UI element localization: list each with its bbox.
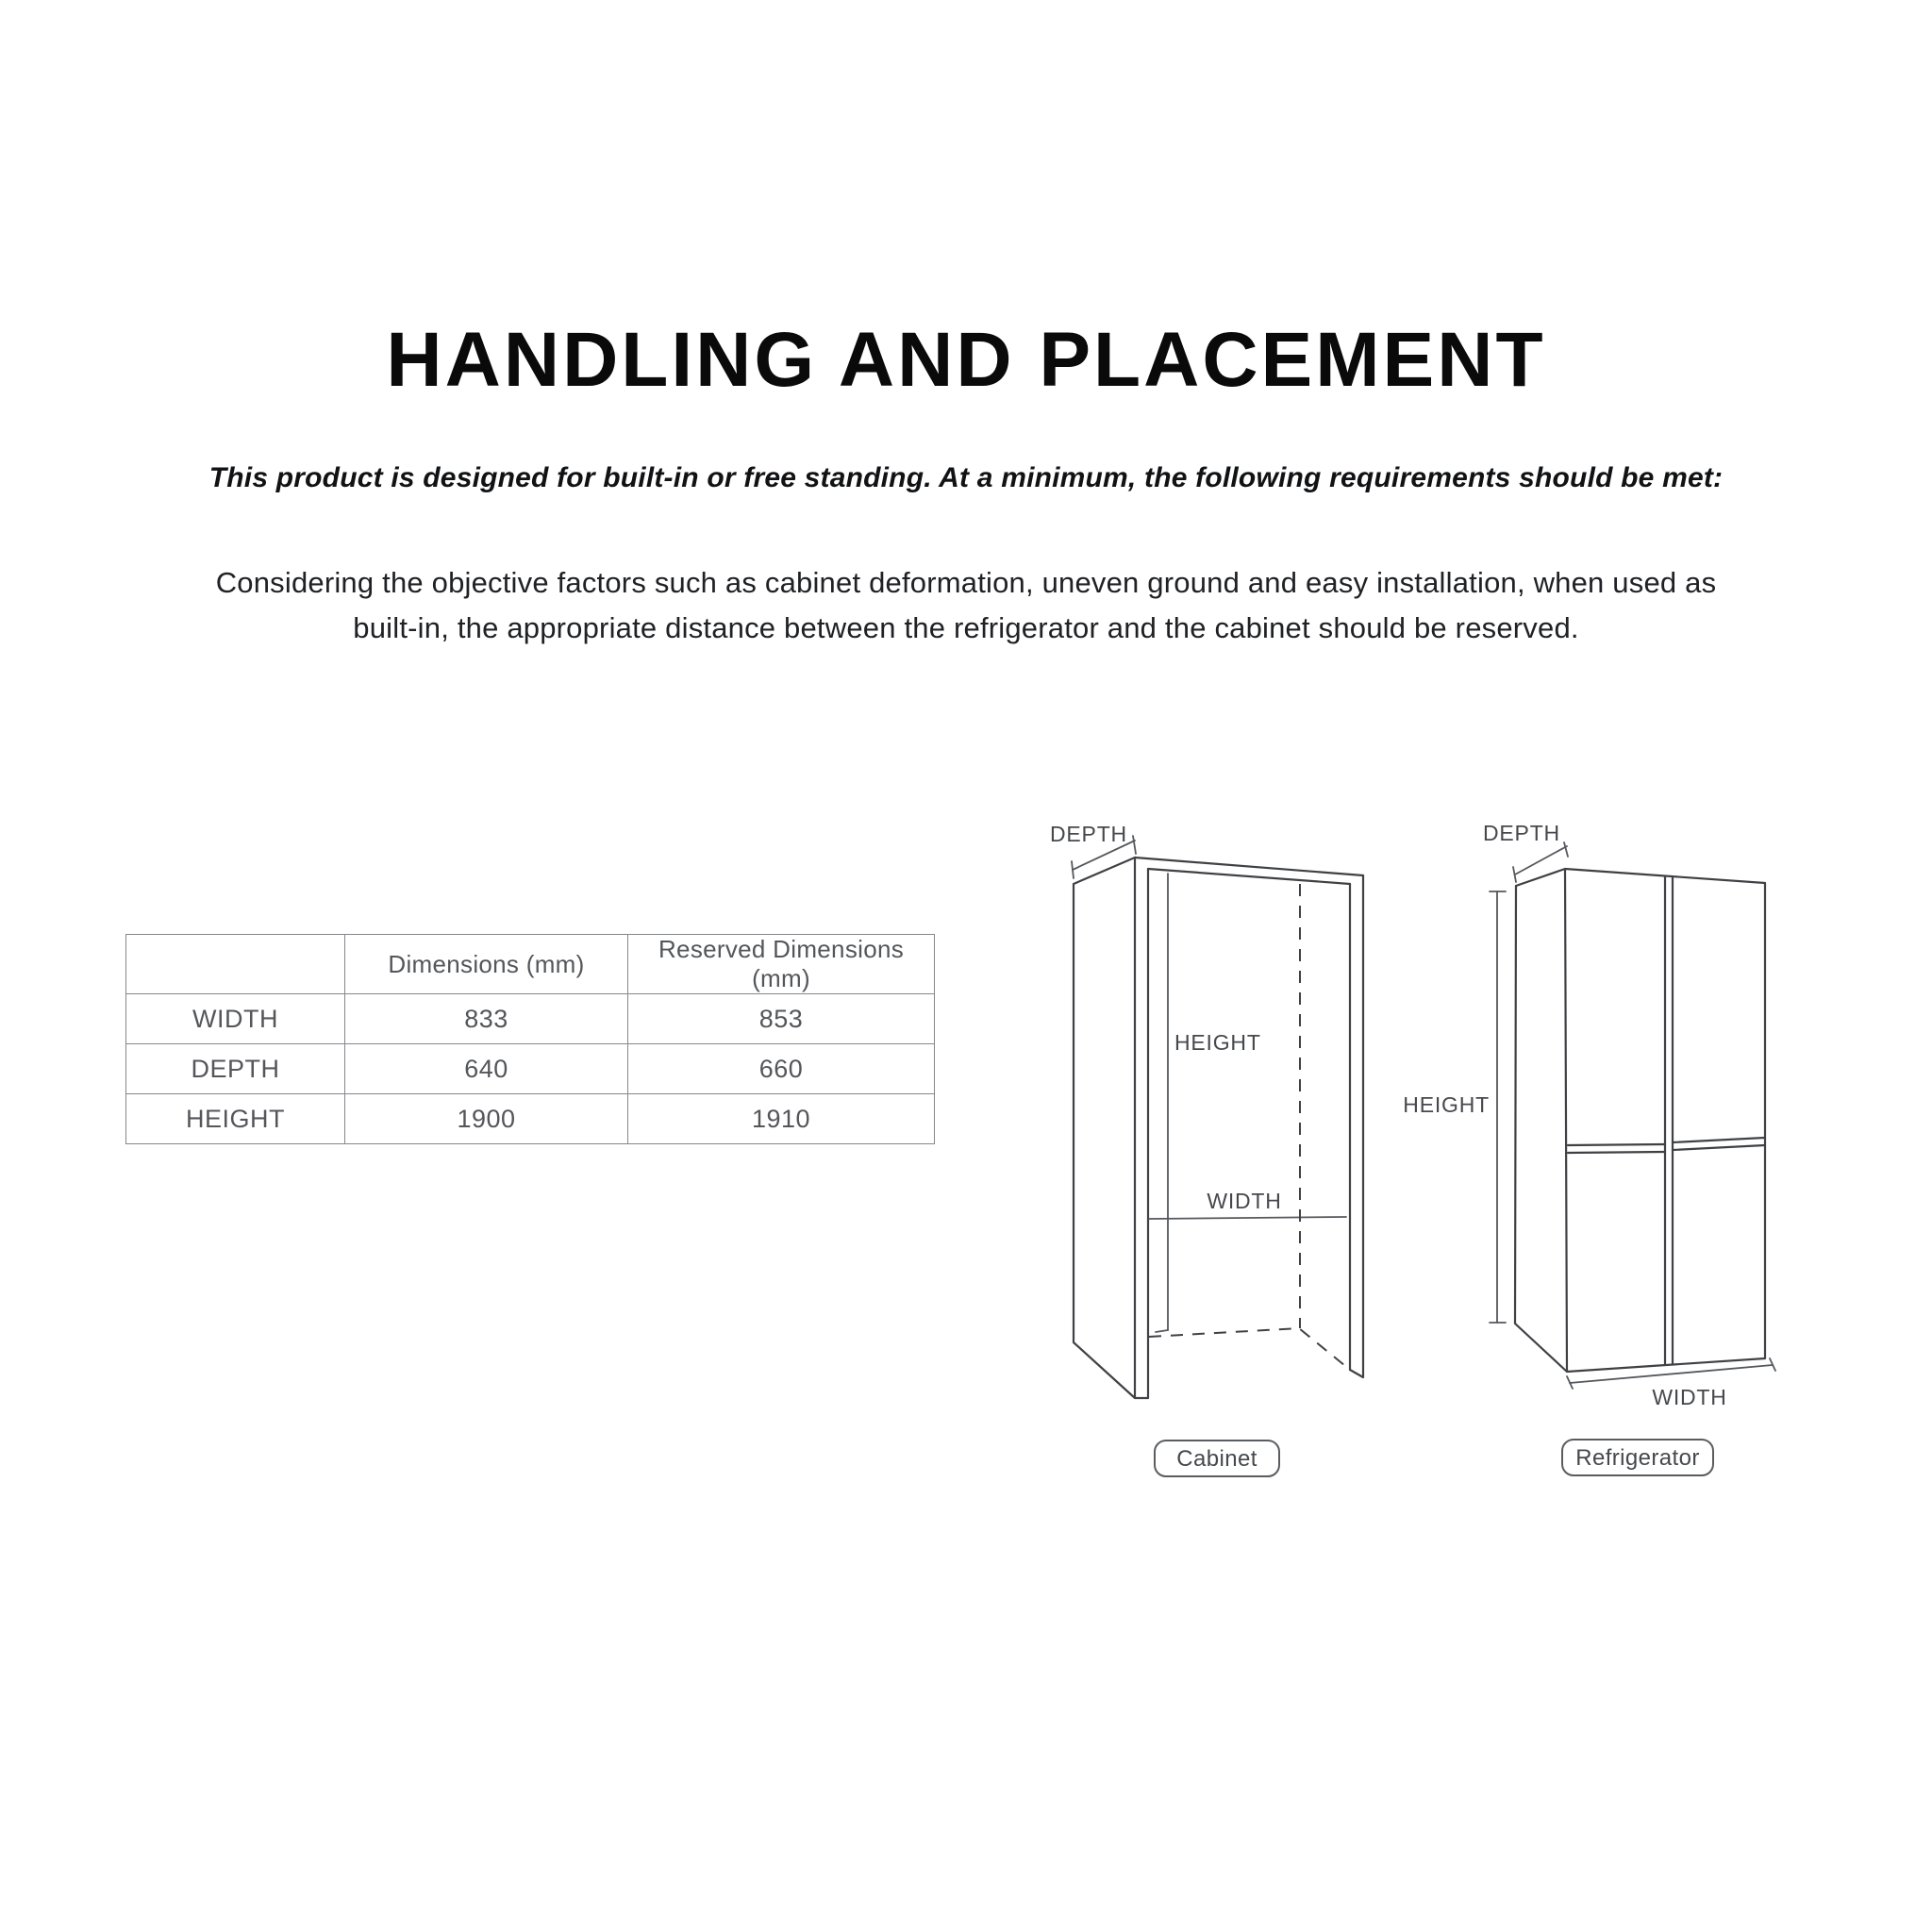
header-reserved-dimensions: Reserved Dimensions (mm)	[628, 935, 935, 994]
header-dimensions: Dimensions (mm)	[345, 935, 628, 994]
refrigerator-caption: Refrigerator	[1575, 1445, 1700, 1471]
refrigerator-diagram	[1396, 811, 1792, 1491]
body-line-1: Considering the objective factors such as cabinet deformation, uneven ground and easy installation, when used as	[215, 566, 1717, 599]
table-header-row	[126, 935, 935, 994]
body-line-2: built-in, the appropriate distance between the refrigerator and the cabinet should be reserved.	[353, 611, 1579, 644]
cabinet-caption: Cabinet	[1176, 1446, 1257, 1472]
cabinet-diagram	[1038, 811, 1415, 1491]
header-empty	[126, 935, 345, 994]
refrigerator-height-label: HEIGHT	[1403, 1092, 1490, 1117]
table-row	[126, 1044, 935, 1094]
table-row	[126, 1094, 935, 1144]
page-title: HANDLING AND PLACEMENT	[386, 316, 1546, 403]
subtitle: This product is designed for built-in or free standing. At a minimum, the following requirements should be met:	[208, 462, 1724, 493]
cabinet-width-label: WIDTH	[1207, 1189, 1282, 1213]
dimension-value: 833	[345, 994, 628, 1044]
reserved-value: 660	[628, 1044, 935, 1094]
row-label: DEPTH	[126, 1044, 345, 1094]
cabinet-depth-label: DEPTH	[1050, 822, 1127, 846]
row-label: HEIGHT	[126, 1094, 345, 1144]
reserved-value: 853	[628, 994, 935, 1044]
dimension-value: 640	[345, 1044, 628, 1094]
reserved-value: 1910	[628, 1094, 935, 1144]
refrigerator-width-label: WIDTH	[1652, 1385, 1727, 1409]
body-paragraph	[0, 560, 1932, 651]
cabinet-height-label: HEIGHT	[1174, 1030, 1261, 1055]
table-row	[126, 994, 935, 1044]
dimension-value: 1900	[345, 1094, 628, 1144]
refrigerator-depth-label: DEPTH	[1483, 821, 1560, 845]
row-label: WIDTH	[126, 994, 345, 1044]
dimensions-table	[125, 934, 935, 1144]
